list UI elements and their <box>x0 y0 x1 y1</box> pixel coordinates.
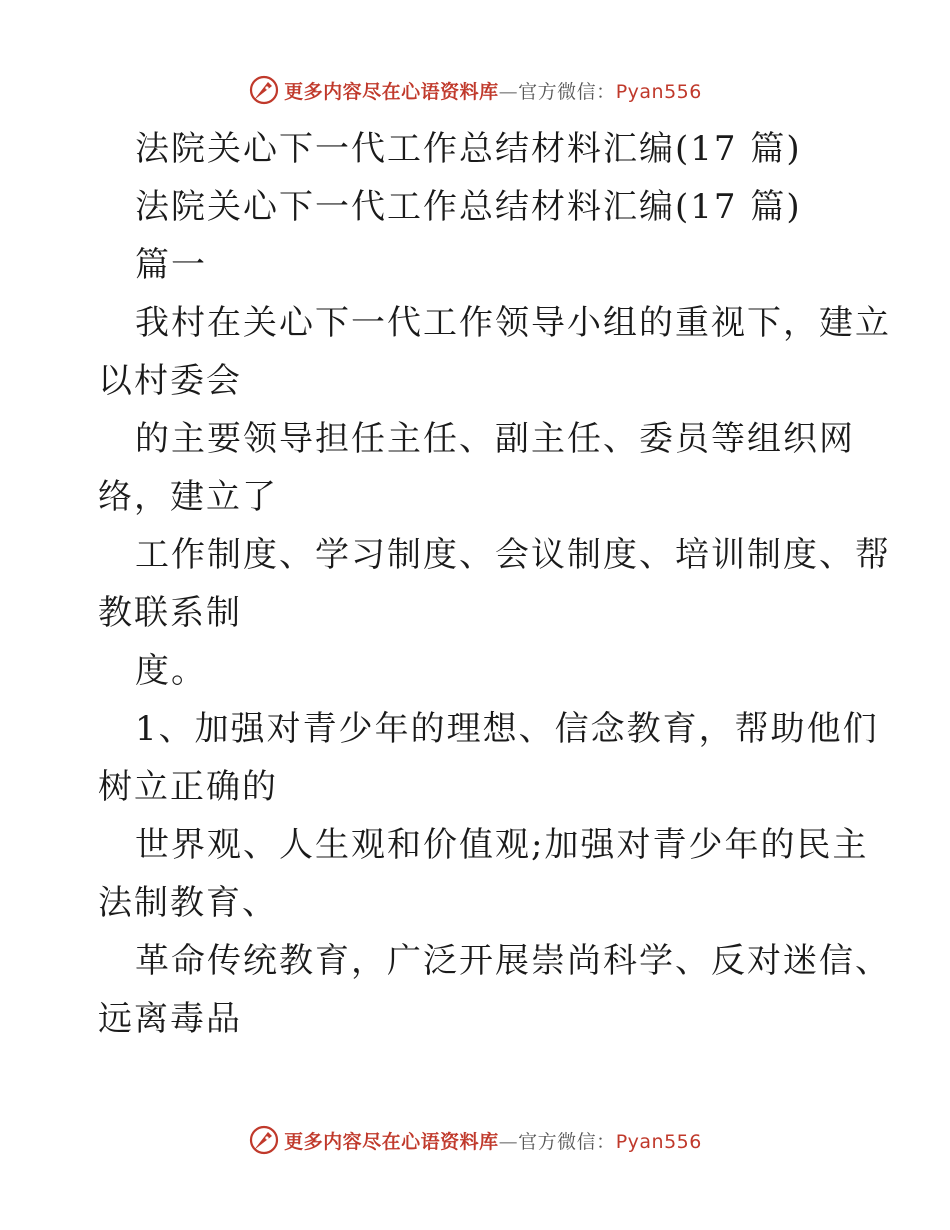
banner-dash: — <box>498 80 519 103</box>
banner-wechat-id: Pyan556 <box>615 1130 702 1153</box>
document-subtitle: 法院关心下一代工作总结材料汇编(17 篇) <box>135 187 802 227</box>
document-title: 法院关心下一代工作总结材料汇编(17 篇) <box>135 129 802 169</box>
banner-wechat-label: 官方微信： <box>518 80 616 103</box>
pen-nib-logo-icon <box>248 1124 280 1156</box>
footer-banner <box>0 1120 950 1160</box>
paragraph-line: 法制教育、 <box>98 883 278 923</box>
paragraph-line: 以村委会 <box>98 361 242 401</box>
banner-main-text: 更多内容尽在心语资料库 <box>284 1130 499 1153</box>
banner-text <box>284 1127 702 1154</box>
document-body <box>98 120 891 1048</box>
paragraph-line: 远离毒品 <box>98 999 242 1039</box>
header-banner <box>0 70 950 110</box>
banner-dash: — <box>498 1130 519 1153</box>
paragraph-line: 度。 <box>135 651 207 691</box>
paragraph-line: 我村在关心下一代工作领导小组的重视下，建立 <box>135 303 891 343</box>
banner-wechat-id: Pyan556 <box>615 80 702 103</box>
banner-wechat-label: 官方微信： <box>518 1130 616 1153</box>
paragraph-line: 革命传统教育，广泛开展崇尚科学、反对迷信、 <box>135 941 891 981</box>
paragraph-line: 树立正确的 <box>98 767 278 807</box>
paragraph-line: 1、加强对青少年的理想、信念教育，帮助他们 <box>135 709 879 749</box>
paragraph-line: 的主要领导担任主任、副主任、委员等组织网 <box>135 419 855 459</box>
paragraph-line: 工作制度、学习制度、会议制度、培训制度、帮 <box>135 535 891 575</box>
banner-main-text: 更多内容尽在心语资料库 <box>284 80 499 103</box>
paragraph-line: 络，建立了 <box>98 477 278 517</box>
pen-nib-logo-icon <box>248 74 280 106</box>
paragraph-line: 教联系制 <box>98 593 242 633</box>
section-heading: 篇一 <box>135 245 207 285</box>
paragraph-line: 世界观、人生观和价值观;加强对青少年的民主 <box>135 825 869 865</box>
banner-text <box>284 77 702 104</box>
